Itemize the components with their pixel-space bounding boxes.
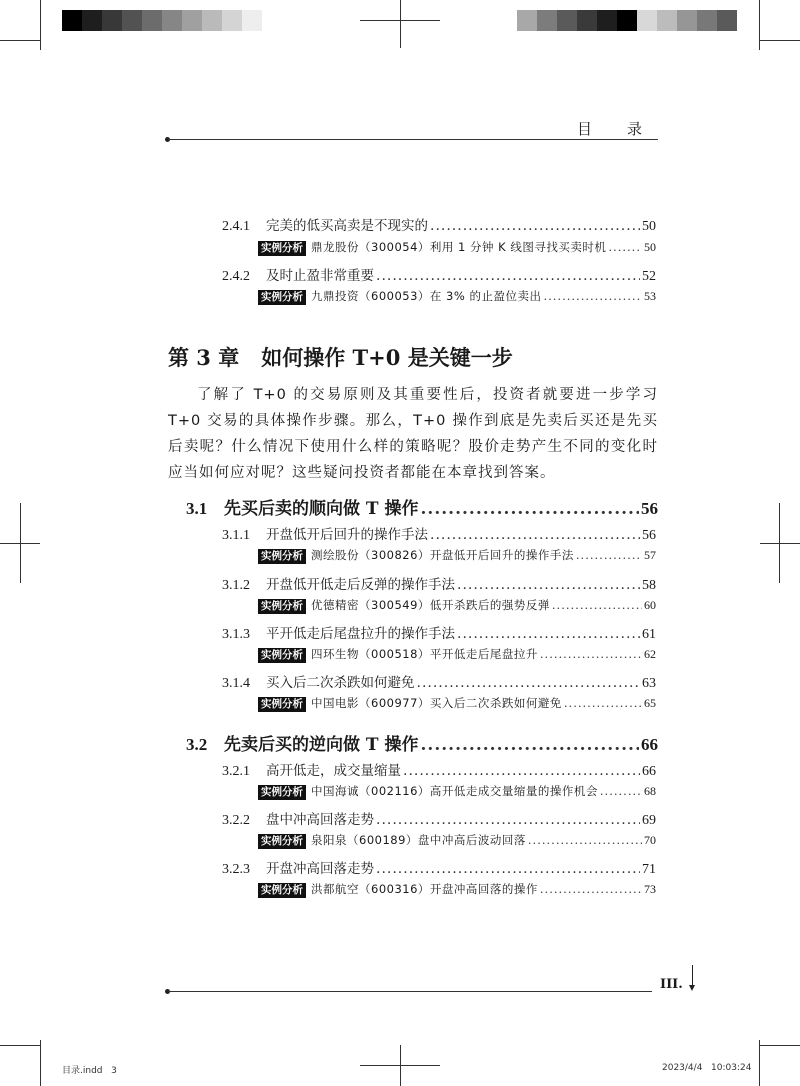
entry-title: 平开低走后尾盘拉升的操作手法 bbox=[266, 626, 455, 642]
case-entry[interactable] bbox=[258, 832, 656, 849]
case-title: 中国海诚（002116）高开低走成交量缩量的操作机会 bbox=[311, 784, 598, 798]
case-badge: 实例分析 bbox=[258, 241, 306, 256]
crop-mark bbox=[0, 1045, 40, 1046]
dot-leader bbox=[376, 812, 640, 828]
color-swatch bbox=[62, 10, 82, 31]
dot-leader bbox=[430, 527, 640, 543]
case-entry[interactable] bbox=[258, 881, 656, 898]
color-swatch bbox=[617, 10, 637, 31]
color-swatch bbox=[697, 10, 717, 31]
section-page: 66 bbox=[641, 735, 658, 754]
entry-title: 开盘低开后回升的操作手法 bbox=[266, 527, 428, 543]
color-swatch bbox=[517, 10, 537, 31]
entry-page: 61 bbox=[642, 627, 656, 642]
dot-leader bbox=[421, 499, 640, 519]
entry-title: 开盘冲高回落走势 bbox=[266, 861, 374, 877]
color-swatch bbox=[162, 10, 182, 31]
crop-mark bbox=[760, 1045, 800, 1046]
color-swatch bbox=[82, 10, 102, 31]
entry-page: 66 bbox=[642, 764, 656, 779]
case-page: 70 bbox=[644, 833, 656, 847]
case-entry[interactable] bbox=[258, 597, 656, 614]
dot-leader bbox=[552, 598, 642, 612]
entry-number: 3.2.3 bbox=[222, 862, 250, 877]
color-swatch bbox=[122, 10, 142, 31]
case-page: 62 bbox=[644, 647, 656, 661]
entry-page: 56 bbox=[642, 528, 656, 543]
toc-entry[interactable] bbox=[222, 264, 656, 285]
dot-leader bbox=[403, 763, 640, 779]
case-title: 九鼎投资（600053）在 3% 的止盈位卖出 bbox=[311, 289, 542, 303]
entry-page: 69 bbox=[642, 813, 656, 828]
entry-number: 2.4.2 bbox=[222, 269, 250, 284]
case-badge: 实例分析 bbox=[258, 697, 306, 712]
case-entry[interactable] bbox=[258, 239, 656, 256]
section-number: 3.2 bbox=[186, 735, 208, 754]
case-page: 57 bbox=[644, 548, 656, 562]
case-badge: 实例分析 bbox=[258, 599, 306, 614]
crop-mark bbox=[360, 20, 440, 21]
color-swatch bbox=[657, 10, 677, 31]
case-title: 优德精密（300549）低开杀跌后的强势反弹 bbox=[311, 598, 550, 612]
dot-leader bbox=[540, 647, 642, 661]
entry-page: 52 bbox=[642, 269, 656, 284]
dot-leader bbox=[417, 675, 641, 691]
entry-page: 58 bbox=[642, 578, 656, 593]
header-rule bbox=[168, 139, 658, 140]
dot-leader bbox=[430, 218, 640, 234]
slug-filename: 目录.indd 3 bbox=[62, 1066, 117, 1076]
slug-timestamp: 2023/4/4 10:03:24 bbox=[662, 1063, 752, 1073]
dot-leader bbox=[543, 289, 642, 303]
case-entry[interactable] bbox=[258, 646, 656, 663]
case-title: 测绘股份（300826）开盘低开后回升的操作手法 bbox=[311, 548, 574, 562]
toc-entry[interactable] bbox=[222, 523, 656, 544]
chapter-number: 第 3 章 bbox=[168, 345, 240, 370]
color-swatch bbox=[677, 10, 697, 31]
crop-mark bbox=[760, 543, 800, 544]
crop-mark bbox=[0, 40, 40, 41]
dot-leader bbox=[564, 696, 642, 710]
section-heading[interactable] bbox=[186, 494, 658, 519]
dot-leader bbox=[421, 735, 640, 755]
color-swatch bbox=[717, 10, 737, 31]
case-entry[interactable] bbox=[258, 695, 656, 712]
color-swatch bbox=[577, 10, 597, 31]
toc-entry[interactable] bbox=[222, 671, 656, 692]
chapter-intro: 了解了 T+0 的交易原则及其重要性后，投资者就要进一步学习 T+0 交易的具体操作步骤。那么，T+0 操作到底是先卖后买还是先买后卖呢？什么情况下使用什么样的策略呢？股价走势产生不同的变化时应当如何应对呢？这些疑问投资者都能在本章找到答案。 bbox=[168, 387, 658, 481]
entry-page: 50 bbox=[642, 219, 656, 234]
toc-entry[interactable] bbox=[222, 573, 656, 594]
section-heading[interactable] bbox=[186, 730, 658, 755]
chapter-title: 如何操作 T+0 是关键一步 bbox=[261, 345, 513, 370]
toc-entry[interactable] bbox=[222, 622, 656, 643]
case-page: 68 bbox=[644, 784, 656, 798]
entry-number: 3.2.1 bbox=[222, 764, 250, 779]
case-entry[interactable] bbox=[258, 783, 656, 800]
color-swatch bbox=[597, 10, 617, 31]
dot-leader bbox=[457, 626, 640, 642]
color-swatch bbox=[557, 10, 577, 31]
entry-page: 63 bbox=[642, 676, 656, 691]
dot-leader bbox=[528, 833, 642, 847]
section-title: 先买后卖的顺向做 T 操作 bbox=[224, 499, 419, 519]
color-swatch bbox=[537, 10, 557, 31]
section-page: 56 bbox=[641, 499, 658, 518]
entry-number: 2.4.1 bbox=[222, 219, 250, 234]
entry-title: 完美的低买高卖是不现实的 bbox=[266, 218, 428, 234]
entry-number: 3.2.2 bbox=[222, 813, 250, 828]
case-badge: 实例分析 bbox=[258, 834, 306, 849]
entry-page: 71 bbox=[642, 862, 656, 877]
dot-leader bbox=[376, 268, 640, 284]
case-badge: 实例分析 bbox=[258, 290, 306, 305]
section-title: 先卖后买的逆向做 T 操作 bbox=[224, 735, 419, 755]
case-page: 53 bbox=[644, 289, 656, 303]
case-title: 洪都航空（600316）开盘冲高回落的操作 bbox=[311, 882, 538, 896]
case-entry[interactable] bbox=[258, 547, 656, 564]
toc-entry[interactable] bbox=[222, 808, 656, 829]
entry-number: 3.1.4 bbox=[222, 676, 250, 691]
crop-mark bbox=[759, 1040, 760, 1086]
running-header: 目 录 bbox=[576, 120, 652, 138]
case-title: 鼎龙股份（300054）利用 1 分钟 K 线图寻找买卖时机 bbox=[311, 240, 607, 254]
dot-leader bbox=[600, 784, 642, 798]
case-page: 50 bbox=[644, 240, 656, 254]
crop-mark bbox=[779, 503, 780, 583]
crop-mark bbox=[400, 0, 401, 48]
entry-title: 高开低走，成交量缩量 bbox=[266, 763, 401, 779]
page-number: III. bbox=[660, 977, 683, 992]
color-swatch bbox=[637, 10, 657, 31]
dot-leader bbox=[540, 882, 642, 896]
toc-entry[interactable] bbox=[222, 759, 656, 780]
entry-title: 及时止盈非常重要 bbox=[266, 268, 374, 284]
page-marker-arrow bbox=[689, 985, 695, 991]
entry-number: 3.1.1 bbox=[222, 528, 250, 543]
case-title: 四环生物（000518）平开低走后尾盘拉升 bbox=[311, 647, 538, 661]
case-badge: 实例分析 bbox=[258, 648, 306, 663]
case-title: 泉阳泉（600189）盘中冲高后波动回落 bbox=[311, 833, 526, 847]
color-swatch bbox=[222, 10, 242, 31]
toc-entry[interactable] bbox=[222, 857, 656, 878]
color-bar-right bbox=[517, 10, 737, 31]
footer-rule bbox=[168, 991, 652, 992]
case-badge: 实例分析 bbox=[258, 883, 306, 898]
chapter-heading[interactable] bbox=[168, 342, 513, 372]
entry-number: 3.1.2 bbox=[222, 578, 250, 593]
case-page: 65 bbox=[644, 696, 656, 710]
crop-mark bbox=[40, 0, 41, 50]
dot-leader bbox=[457, 577, 640, 593]
case-entry[interactable] bbox=[258, 288, 656, 305]
entry-title: 开盘低开低走后反弹的操作手法 bbox=[266, 577, 455, 593]
case-badge: 实例分析 bbox=[258, 549, 306, 564]
dot-leader bbox=[576, 548, 642, 562]
toc-entry[interactable] bbox=[222, 214, 656, 235]
color-swatch bbox=[242, 10, 262, 31]
color-swatch bbox=[202, 10, 222, 31]
color-swatch bbox=[102, 10, 122, 31]
color-swatch bbox=[182, 10, 202, 31]
crop-mark bbox=[40, 1040, 41, 1086]
dot-leader bbox=[608, 240, 642, 254]
case-page: 73 bbox=[644, 882, 656, 896]
color-swatch bbox=[142, 10, 162, 31]
section-number: 3.1 bbox=[186, 499, 208, 518]
crop-mark bbox=[20, 503, 21, 583]
case-badge: 实例分析 bbox=[258, 785, 306, 800]
crop-mark bbox=[360, 1065, 440, 1066]
case-page: 60 bbox=[644, 598, 656, 612]
crop-mark bbox=[759, 0, 760, 50]
color-bar-left bbox=[62, 10, 262, 31]
entry-number: 3.1.3 bbox=[222, 627, 250, 642]
crop-mark bbox=[760, 40, 800, 41]
entry-title: 盘中冲高回落走势 bbox=[266, 812, 374, 828]
case-title: 中国电影（600977）买入后二次杀跌如何避免 bbox=[311, 696, 562, 710]
entry-title: 买入后二次杀跌如何避免 bbox=[266, 675, 415, 691]
dot-leader bbox=[376, 861, 640, 877]
